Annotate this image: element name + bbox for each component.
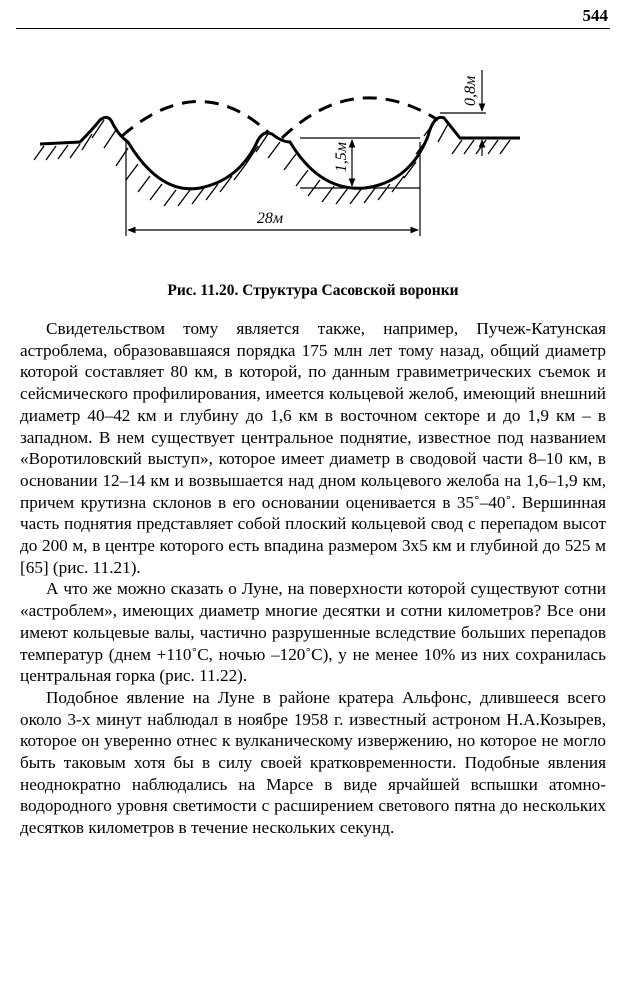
header-rule — [16, 28, 610, 29]
rim-label: 0,8м — [462, 75, 479, 106]
dashed-dome-left — [122, 101, 270, 136]
paragraph: Подобное явление на Луне в районе кратера Альфонс, длившееся всего около 3-х минут наблюдал в ноябре 1958 г. известный астроном Н.А.Козырев, которое он уверенно отнес к вулканическому извержению, но которое не могло быть таковым хотя бы в силу своей кратковременности. Подобные явления неоднократно наблюдались на Марсе в виде ярчайшей вспышки атомно-водородного уровня светимости с расширением светового пятна до нескольких десятков километров в течение нескольких секунд. — [20, 687, 606, 838]
dashed-dome-right — [282, 98, 438, 138]
paragraph: Свидетельством тому является также, например, Пучеж-Катунская астроблема, образовавшаяся порядка 175 млн лет тому назад, общий диаметр которой составляет 80 км, в которой, по данным гравиметрических съемок и сейсмического профилирования, имеется кольцевой желоб, имеющий внешний диаметр 40–42 км и глубину до 1,6 км в восточном секторе и до 1,9 км – в западном. В нем существует центральное поднятие, известное под названием «Воротиловский выступ», которое имеет диаметр в сводовой части 8–10 км, в основании 12–14 км и возвышается над дном кольцевого желоба на 1,6–1,9 км, причем крутизна склонов в его основании оценивается в 35˚–40˚. Вершинная часть поднятия представляет собой плоский кольцевой свод с перепадом высот до 200 м, в центре которого есть впадина размером 3х5 км и глубиной до 525 м [65] (рис. 11.21). — [20, 319, 606, 577]
ground-profile — [40, 117, 520, 188]
figure-caption: Рис. 11.20. Структура Сасовской воронки — [167, 282, 459, 299]
body-text — [20, 318, 606, 839]
page-number: 544 — [582, 6, 608, 25]
crater-structure-diagram — [0, 30, 626, 260]
width-label: 28м — [256, 210, 284, 227]
depth-label: 1,5м — [333, 142, 350, 173]
paragraph: А что же можно сказать о Луне, на поверхности которой существуют сотни «астроблем», имеющих диаметр многие десятки и сотни километров? Все они имеют кольцевые валы, частично разрушенные вследствие больших перепадов температур (днем +110˚С, ночью –120˚С), у не менее 10% из них сохранилась центральная горка (рис. 11.22). — [20, 579, 606, 686]
